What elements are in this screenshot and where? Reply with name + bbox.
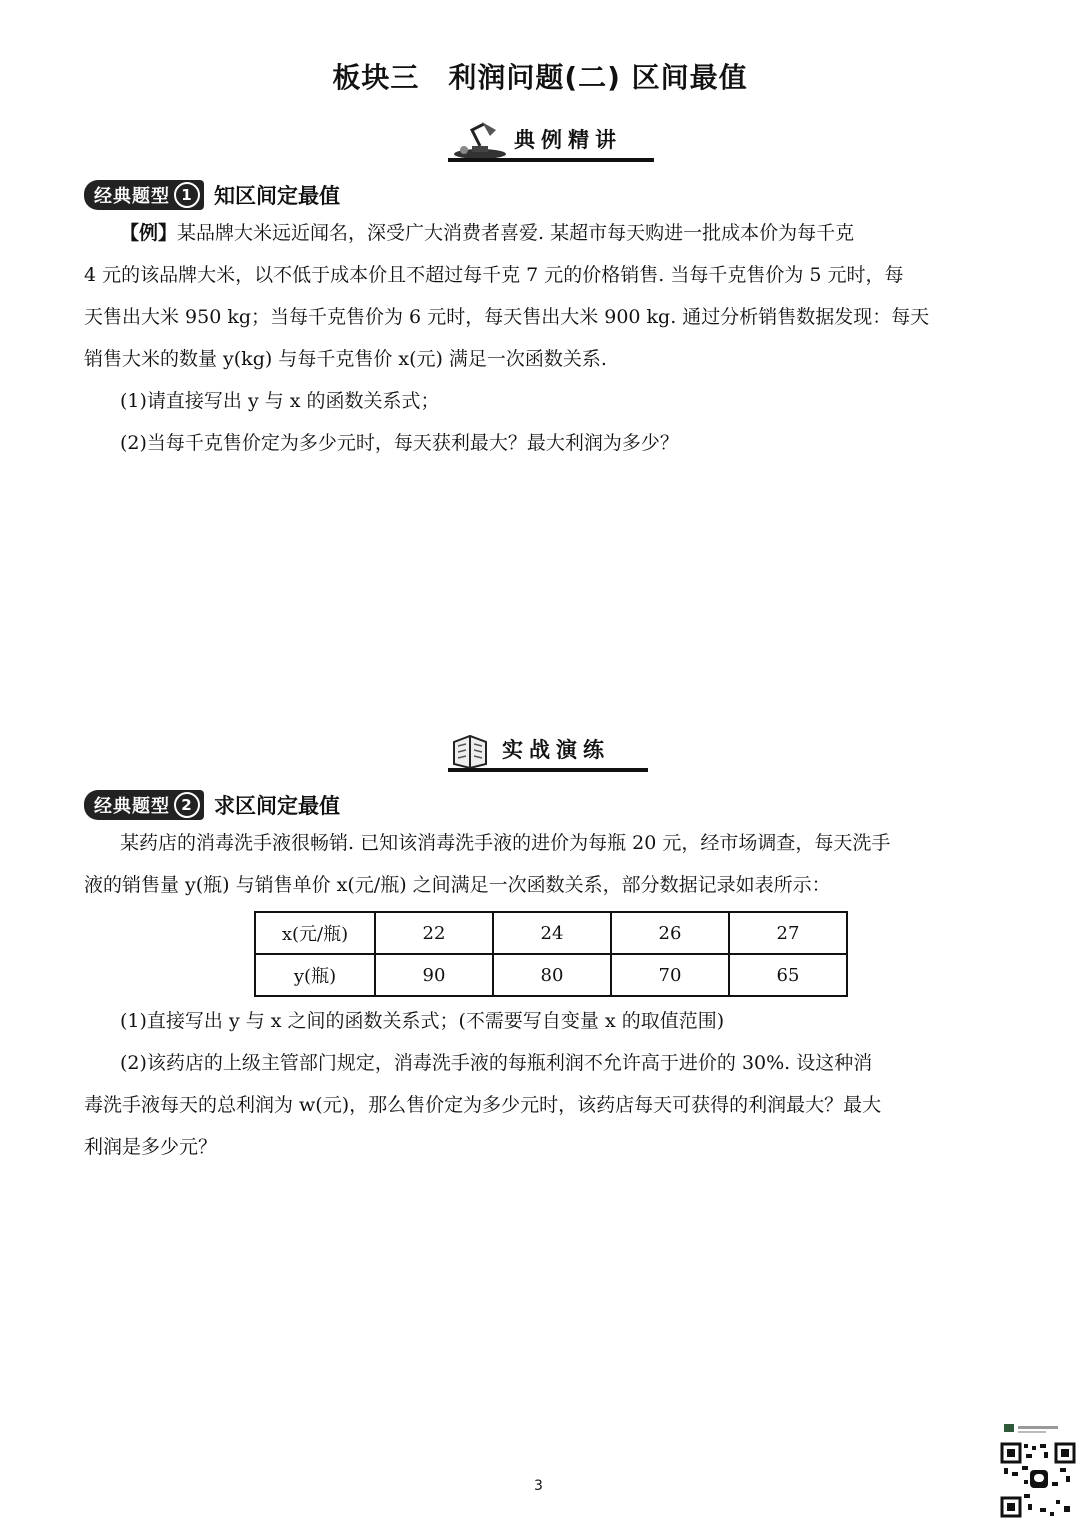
- section-header-examples: [448, 118, 654, 162]
- practice-question-2-line: 毒洗手液每天的总利润为 w(元)，那么售价定为多少元时，该药店每天可获得的利润最大？最大: [84, 1094, 882, 1116]
- section-header-practice: [448, 728, 648, 772]
- example-text: [84, 212, 1018, 464]
- table-header-cell: y(瓶): [255, 954, 375, 996]
- practice-questions: [84, 1000, 1018, 1168]
- practice-question-1: (1)直接写出 y 与 x 之间的函数关系式；(不需要写自变量 x 的取值范围): [120, 1010, 725, 1032]
- example-line: 某品牌大米远近闻名，深受广大消费者喜爱. 某超市每天购进一批成本价为每千克: [177, 222, 855, 244]
- type-title: 知区间定最值: [214, 184, 340, 208]
- qr-code-icon: [1000, 1424, 1076, 1520]
- table-cell: 80: [493, 954, 611, 996]
- example-question-2: (2)当每千克售价定为多少元时，每天获利最大？最大利润为多少？: [120, 432, 679, 454]
- type-badge-text: 经典题型: [94, 186, 170, 207]
- data-table: [254, 911, 848, 997]
- practice-line: 某药店的消毒洗手液很畅销. 已知该消毒洗手液的进价为每瓶 20 元，经市场调查，每天洗手: [120, 832, 891, 854]
- page-number: 3: [534, 1478, 543, 1494]
- table-cell: 24: [493, 912, 611, 954]
- table-row: [255, 912, 847, 954]
- table-cell: 70: [611, 954, 729, 996]
- section-rule: [448, 768, 648, 772]
- table-header-cell: x(元/瓶): [255, 912, 375, 954]
- practice-question-2-line: (2)该药店的上级主管部门规定，消毒洗手液的每瓶利润不允许高于进价的 30%. 设这种消: [120, 1052, 873, 1074]
- type-badge-number: 2: [174, 792, 200, 818]
- practice-line: 液的销售量 y(瓶) 与销售单价 x(元/瓶) 之间满足一次函数关系，部分数据记录如表所示：: [84, 874, 831, 896]
- type-badge-number: 1: [174, 182, 200, 208]
- example-question-1: (1)请直接写出 y 与 x 的函数关系式；: [120, 390, 440, 412]
- table-cell: 27: [729, 912, 847, 954]
- type-badge: [84, 180, 204, 210]
- book-icon: [450, 730, 490, 770]
- type-heading-1: [84, 180, 340, 210]
- example-tag: 【例】: [120, 222, 178, 244]
- practice-question-2-line: 利润是多少元？: [84, 1136, 218, 1158]
- practice-text: [84, 822, 1018, 906]
- section-label: 典例精讲: [514, 128, 622, 152]
- type-title: 求区间定最值: [214, 794, 340, 818]
- type-badge: [84, 790, 204, 820]
- table-cell: 22: [375, 912, 493, 954]
- lamp-icon: [450, 120, 510, 160]
- table-cell: 26: [611, 912, 729, 954]
- section-label: 实战演练: [502, 738, 610, 762]
- section-rule: [448, 158, 654, 162]
- table-cell: 65: [729, 954, 847, 996]
- table-row: [255, 954, 847, 996]
- type-heading-2: [84, 790, 340, 820]
- table-cell: 90: [375, 954, 493, 996]
- type-badge-text: 经典题型: [94, 796, 170, 817]
- example-line: 4 元的该品牌大米，以不低于成本价且不超过每千克 7 元的价格销售. 当每千克售价为 5 元时，每: [84, 264, 904, 286]
- page-title: 板块三 利润问题(二) 区间最值: [332, 61, 748, 94]
- example-line: 天售出大米 950 kg；当每千克售价为 6 元时，每天售出大米 900 kg. 通过分析销售数据发现：每天: [84, 306, 930, 328]
- example-line: 销售大米的数量 y(kg) 与每千克售价 x(元) 满足一次函数关系.: [84, 348, 607, 370]
